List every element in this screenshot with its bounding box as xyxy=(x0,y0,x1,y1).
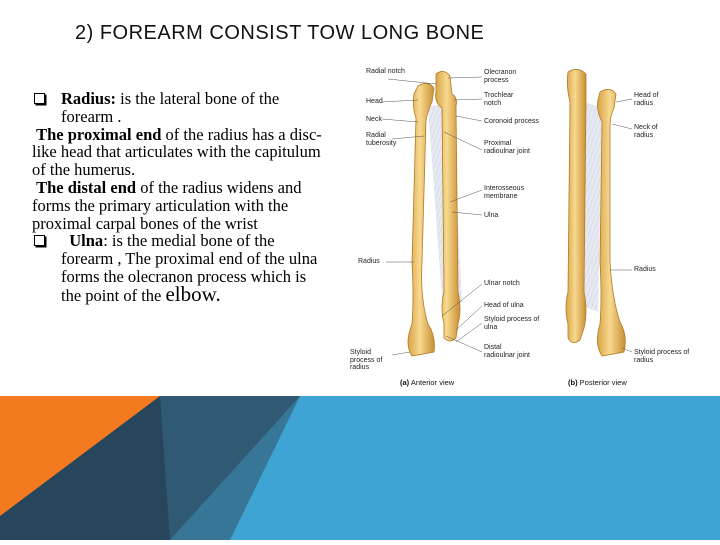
proximal-text: of the radius has a disc-like head that articulates with the capitulum of the humerus. xyxy=(32,124,322,180)
label-trochlear-notch: Trochlear notch xyxy=(484,92,514,107)
label-distal-radioulnar: Distal radioulnar joint xyxy=(484,344,530,359)
anterior-view-bones xyxy=(408,71,462,356)
ulna-text: : is the medial bone of the forearm , The proximal end of the ulna forms the olecranon process which is the point of the xyxy=(61,231,318,305)
label-ulna: Ulna xyxy=(484,212,499,219)
checkbox-bullet-icon xyxy=(34,93,45,104)
label-proximal-radioulnar: Proximal radioulnar joint xyxy=(484,140,530,155)
ulna-paragraph xyxy=(34,232,326,304)
label-radial-notch: Radial notch xyxy=(366,68,405,75)
label-styloid-radius-right: Styloid process of radius xyxy=(634,349,690,364)
ulna-end: elbow. xyxy=(165,281,221,306)
decorative-footer xyxy=(0,396,720,540)
checkbox-bullet-icon xyxy=(34,235,45,246)
posterior-radius xyxy=(597,89,625,356)
label-head-of-ulna: Head of ulna xyxy=(484,302,524,309)
caption-posterior xyxy=(568,378,627,387)
label-neck-of-radius: Neck of radius xyxy=(634,124,658,139)
caption-posterior-letter: (b) xyxy=(568,378,578,387)
label-radius-left: Radius xyxy=(358,258,380,265)
posterior-ulna xyxy=(566,69,586,342)
label-neck: Neck xyxy=(366,116,382,123)
label-radius-right: Radius xyxy=(634,266,656,273)
proximal-paragraph xyxy=(32,126,326,179)
radius-text: is the lateral bone of the forearm . xyxy=(61,89,280,126)
label-styloid-radius-left: Styloid process of radius xyxy=(350,349,383,371)
label-radial-tuberosity: Radial tuberosity xyxy=(366,132,397,147)
distal-text: of the radius widens and forms the primary articulation with the proximal carpal bones of the wrist xyxy=(32,177,302,233)
radius-term: Radius: xyxy=(61,89,117,108)
label-coronoid: Coronoid process xyxy=(484,118,539,125)
footer-shapes xyxy=(0,396,720,540)
proximal-term: The proximal end xyxy=(36,124,162,144)
distal-paragraph xyxy=(32,179,326,232)
label-ulnar-notch: Ulnar notch xyxy=(484,280,520,287)
ulna-term: Ulna xyxy=(69,231,104,251)
label-head: Head xyxy=(366,98,383,105)
posterior-view-bones xyxy=(566,69,625,356)
radius-paragraph xyxy=(34,90,326,126)
caption-posterior-text: Posterior view xyxy=(579,378,627,387)
label-interosseous: Interosseous membrane xyxy=(484,185,525,200)
caption-anterior-letter: (a) xyxy=(400,378,410,387)
distal-term: The distal end xyxy=(36,177,137,197)
forearm-figure xyxy=(340,62,712,394)
label-head-of-radius: Head of radius xyxy=(634,92,659,107)
label-styloid-ulna: Styloid process of ulna xyxy=(484,316,540,331)
slide-title: 2) FOREARM CONSIST TOW LONG BONE xyxy=(75,22,485,44)
slide-body xyxy=(34,90,326,305)
label-olecranon: Olecranon process xyxy=(484,69,517,84)
caption-anterior xyxy=(400,378,454,387)
caption-anterior-text: Anterior view xyxy=(410,378,455,387)
